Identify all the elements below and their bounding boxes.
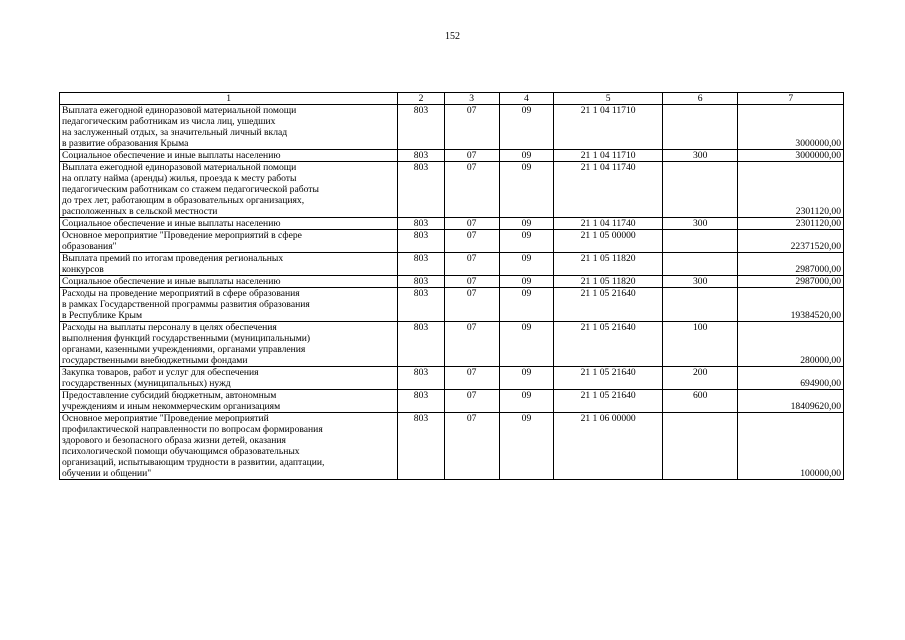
target-article-code: 21 1 04 11740 <box>554 162 663 218</box>
table-row <box>60 150 844 162</box>
expense-type-code <box>662 105 738 150</box>
section-code: 07 <box>444 230 499 253</box>
subsection-code: 09 <box>499 105 554 150</box>
table-row <box>60 253 844 276</box>
target-article-code: 21 1 06 00000 <box>554 413 663 480</box>
section-code: 07 <box>444 390 499 413</box>
target-article-code: 21 1 05 21640 <box>554 390 663 413</box>
expense-type-code: 300 <box>662 218 738 230</box>
expense-type-code: 100 <box>662 322 738 367</box>
admin-code: 803 <box>398 162 445 218</box>
item-name: Основное мероприятие "Проведение мероприятий профилактической направленности по вопросам формирования здорового и безопасного образа жизни детей, оказания психологической помощи обучающимся образовательных организаций, испытывающим трудности в развитии, адаптации, обучении и общении" <box>60 413 398 480</box>
section-code: 07 <box>444 162 499 218</box>
item-name: Предоставление субсидий бюджетным, автономным учреждениям и иным некоммерческим организациям <box>60 390 398 413</box>
section-code: 07 <box>444 150 499 162</box>
item-name: Расходы на проведение мероприятий в сфере образования в рамках Государственной программы развития образования в Республике Крым <box>60 288 398 322</box>
admin-code: 803 <box>398 367 445 390</box>
amount: 2987000,00 <box>738 253 844 276</box>
admin-code: 803 <box>398 322 445 367</box>
column-header: 2 <box>398 93 445 105</box>
amount: 2301120,00 <box>738 162 844 218</box>
section-code: 07 <box>444 413 499 480</box>
amount: 19384520,00 <box>738 288 844 322</box>
amount: 18409620,00 <box>738 390 844 413</box>
subsection-code: 09 <box>499 218 554 230</box>
table-row <box>60 390 844 413</box>
item-name: Социальное обеспечение и иные выплаты населению <box>60 150 398 162</box>
admin-code: 803 <box>398 253 445 276</box>
subsection-code: 09 <box>499 230 554 253</box>
amount: 100000,00 <box>738 413 844 480</box>
item-name: Закупка товаров, работ и услуг для обеспечения государственных (муниципальных) нужд <box>60 367 398 390</box>
table-row <box>60 367 844 390</box>
expense-type-code <box>662 162 738 218</box>
column-header: 6 <box>662 93 738 105</box>
amount: 3000000,00 <box>738 150 844 162</box>
target-article-code: 21 1 04 11710 <box>554 105 663 150</box>
expense-type-code <box>662 288 738 322</box>
column-header: 1 <box>60 93 398 105</box>
admin-code: 803 <box>398 288 445 322</box>
section-code: 07 <box>444 276 499 288</box>
section-code: 07 <box>444 288 499 322</box>
expense-type-code: 600 <box>662 390 738 413</box>
target-article-code: 21 1 05 11820 <box>554 276 663 288</box>
item-name: Социальное обеспечение и иные выплаты населению <box>60 218 398 230</box>
admin-code: 803 <box>398 105 445 150</box>
budget-table <box>59 92 844 480</box>
subsection-code: 09 <box>499 276 554 288</box>
section-code: 07 <box>444 218 499 230</box>
amount: 3000000,00 <box>738 105 844 150</box>
target-article-code: 21 1 04 11740 <box>554 218 663 230</box>
admin-code: 803 <box>398 218 445 230</box>
section-code: 07 <box>444 322 499 367</box>
expense-type-code: 300 <box>662 276 738 288</box>
table-row <box>60 413 844 480</box>
subsection-code: 09 <box>499 390 554 413</box>
target-article-code: 21 1 04 11710 <box>554 150 663 162</box>
amount: 22371520,00 <box>738 230 844 253</box>
expense-type-code: 200 <box>662 367 738 390</box>
admin-code: 803 <box>398 150 445 162</box>
expense-type-code <box>662 413 738 480</box>
header-row <box>60 93 844 105</box>
subsection-code: 09 <box>499 150 554 162</box>
target-article-code: 21 1 05 21640 <box>554 288 663 322</box>
table-row <box>60 288 844 322</box>
item-name: Выплата ежегодной единоразовой материальной помощи педагогическим работникам из числа лиц, ушедших на заслуженный отдых, за значительный личный вклад в развитие образования Крыма <box>60 105 398 150</box>
table-row <box>60 105 844 150</box>
admin-code: 803 <box>398 276 445 288</box>
table-row <box>60 230 844 253</box>
subsection-code: 09 <box>499 413 554 480</box>
column-header: 4 <box>499 93 554 105</box>
item-name: Социальное обеспечение и иные выплаты населению <box>60 276 398 288</box>
admin-code: 803 <box>398 230 445 253</box>
section-code: 07 <box>444 253 499 276</box>
subsection-code: 09 <box>499 367 554 390</box>
column-header: 3 <box>444 93 499 105</box>
item-name: Основное мероприятие "Проведение мероприятий в сфере образования" <box>60 230 398 253</box>
column-header: 7 <box>738 93 844 105</box>
target-article-code: 21 1 05 21640 <box>554 367 663 390</box>
section-code: 07 <box>444 105 499 150</box>
table-row <box>60 322 844 367</box>
expense-type-code <box>662 230 738 253</box>
page-number: 152 <box>445 31 460 42</box>
target-article-code: 21 1 05 00000 <box>554 230 663 253</box>
admin-code: 803 <box>398 413 445 480</box>
amount: 280000,00 <box>738 322 844 367</box>
section-code: 07 <box>444 367 499 390</box>
item-name: Расходы на выплаты персоналу в целях обеспечения выполнения функций государственными (муниципальными) органами, казенными учреждениями, органами управления государственными внебюджетными фондами <box>60 322 398 367</box>
admin-code: 803 <box>398 390 445 413</box>
table-row <box>60 276 844 288</box>
column-header: 5 <box>554 93 663 105</box>
subsection-code: 09 <box>499 253 554 276</box>
table-row <box>60 218 844 230</box>
item-name: Выплата премий по итогам проведения региональных конкурсов <box>60 253 398 276</box>
amount: 694900,00 <box>738 367 844 390</box>
subsection-code: 09 <box>499 162 554 218</box>
amount: 2301120,00 <box>738 218 844 230</box>
subsection-code: 09 <box>499 288 554 322</box>
expense-type-code: 300 <box>662 150 738 162</box>
table-row <box>60 162 844 218</box>
target-article-code: 21 1 05 11820 <box>554 253 663 276</box>
item-name: Выплата ежегодной единоразовой материальной помощи на оплату найма (аренды) жилья, проезда к месту работы педагогическим работникам со стажем педагогической работы до трех лет, работающим в образовательных организациях, расположенных в сельской местности <box>60 162 398 218</box>
subsection-code: 09 <box>499 322 554 367</box>
amount: 2987000,00 <box>738 276 844 288</box>
target-article-code: 21 1 05 21640 <box>554 322 663 367</box>
expense-type-code <box>662 253 738 276</box>
